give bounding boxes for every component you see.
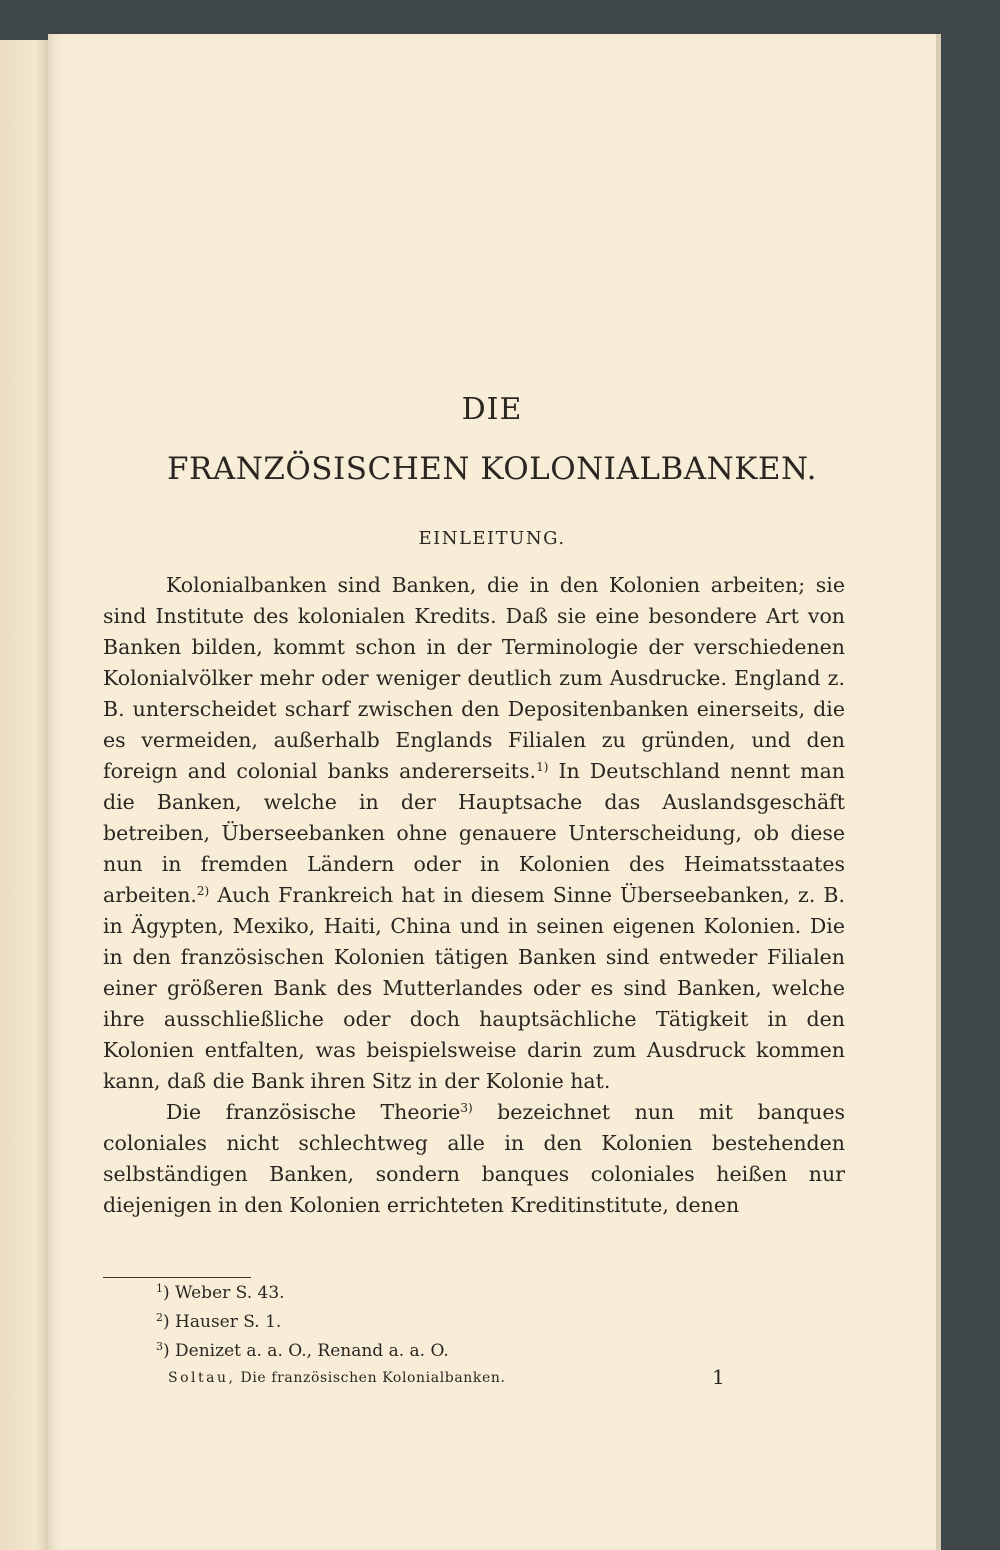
page-number: 1 bbox=[712, 1365, 725, 1389]
book-page bbox=[48, 34, 936, 1550]
footnotes bbox=[156, 1279, 756, 1366]
footer-author: Soltau, bbox=[168, 1370, 236, 1386]
paragraph-2 bbox=[103, 1097, 845, 1221]
paragraph-2-text-a: Die französische Theorie bbox=[166, 1100, 461, 1124]
footnote-text-3: ) Denizet a. a. O., Renand a. a. O. bbox=[163, 1341, 449, 1361]
footnote-divider bbox=[103, 1277, 251, 1278]
previous-page-edge bbox=[0, 40, 50, 1550]
footnote-text-1: ) Weber S. 43. bbox=[163, 1283, 285, 1303]
section-heading: EINLEITUNG. bbox=[418, 528, 566, 549]
footnote-mark-2: 2 bbox=[156, 1311, 163, 1324]
paragraph-1-text-c: Auch Frankreich hat in diesem Sinne Überseebanken, z. B. in Ägypten, Mexiko, Haiti, China und in seinen eigenen Kolonien. Die in den französischen Kolonien tätigen Banken sind entweder Filialen einer größeren Bank des Mutterlandes oder es sind Banken, welche ihre ausschließliche oder doch hauptsächliche Tätigkeit in den Kolonien entfalten, was beispielsweise darin zum Ausdruck kommen kann, daß die Bank ihren Sitz in der Kolonie hat. bbox=[103, 883, 845, 1093]
footnote-mark-1: 1 bbox=[156, 1282, 163, 1295]
footnote-text-2: ) Hauser S. 1. bbox=[163, 1312, 282, 1332]
footnote-ref-3: 3) bbox=[460, 1101, 473, 1115]
paragraph-1 bbox=[103, 570, 845, 1097]
paragraph-1-text-b: In Deutschland nennt man die Banken, welche in der Hauptsache das Auslandsgeschäft betreiben, Überseebanken ohne genauere Unterscheidung, ob diese nun in fremden Ländern oder in Kolonien des Heimatsstaates arbeiten. bbox=[103, 759, 846, 907]
title-line-2: FRANZÖSISCHEN KOLONIALBANKEN. bbox=[166, 451, 818, 487]
running-footer bbox=[168, 1370, 506, 1386]
title-line-1: DIE bbox=[461, 392, 523, 427]
footnote-mark-3: 3 bbox=[156, 1340, 163, 1353]
paragraph-1-text-a: Kolonialbanken sind Banken, die in den Kolonien arbeiten; sie sind Institute des kolonialen Kredits. Daß sie eine besondere Art von Banken bilden, kommt schon in der Terminologie der verschiedenen Kolonialvölker mehr oder weniger deutlich zum Ausdrucke. England z. B. unterscheidet scharf zwischen den Depositenbanken einerseits, die es vermeiden, außerhalb Englands Filialen zu gründen, und den foreign and colonial banks andererseits. bbox=[103, 573, 845, 783]
footnote-2 bbox=[156, 1308, 756, 1337]
footnote-ref-1: 1) bbox=[536, 760, 549, 774]
footnote-1 bbox=[156, 1279, 756, 1308]
footnote-3 bbox=[156, 1337, 756, 1366]
page-edge bbox=[936, 34, 941, 1550]
paragraph-2-text-b: bezeichnet nun mit banques coloniales nicht schlechtweg alle in den Kolonien bestehenden selbständigen Banken, sondern banques coloniales heißen nur diejenigen in den Kolonien errichteten Kreditinstitute, denen bbox=[103, 1100, 845, 1217]
footnote-ref-2: 2) bbox=[196, 884, 210, 898]
footer-book-title: Die französischen Kolonialbanken. bbox=[240, 1370, 506, 1386]
body-text bbox=[103, 570, 845, 1221]
